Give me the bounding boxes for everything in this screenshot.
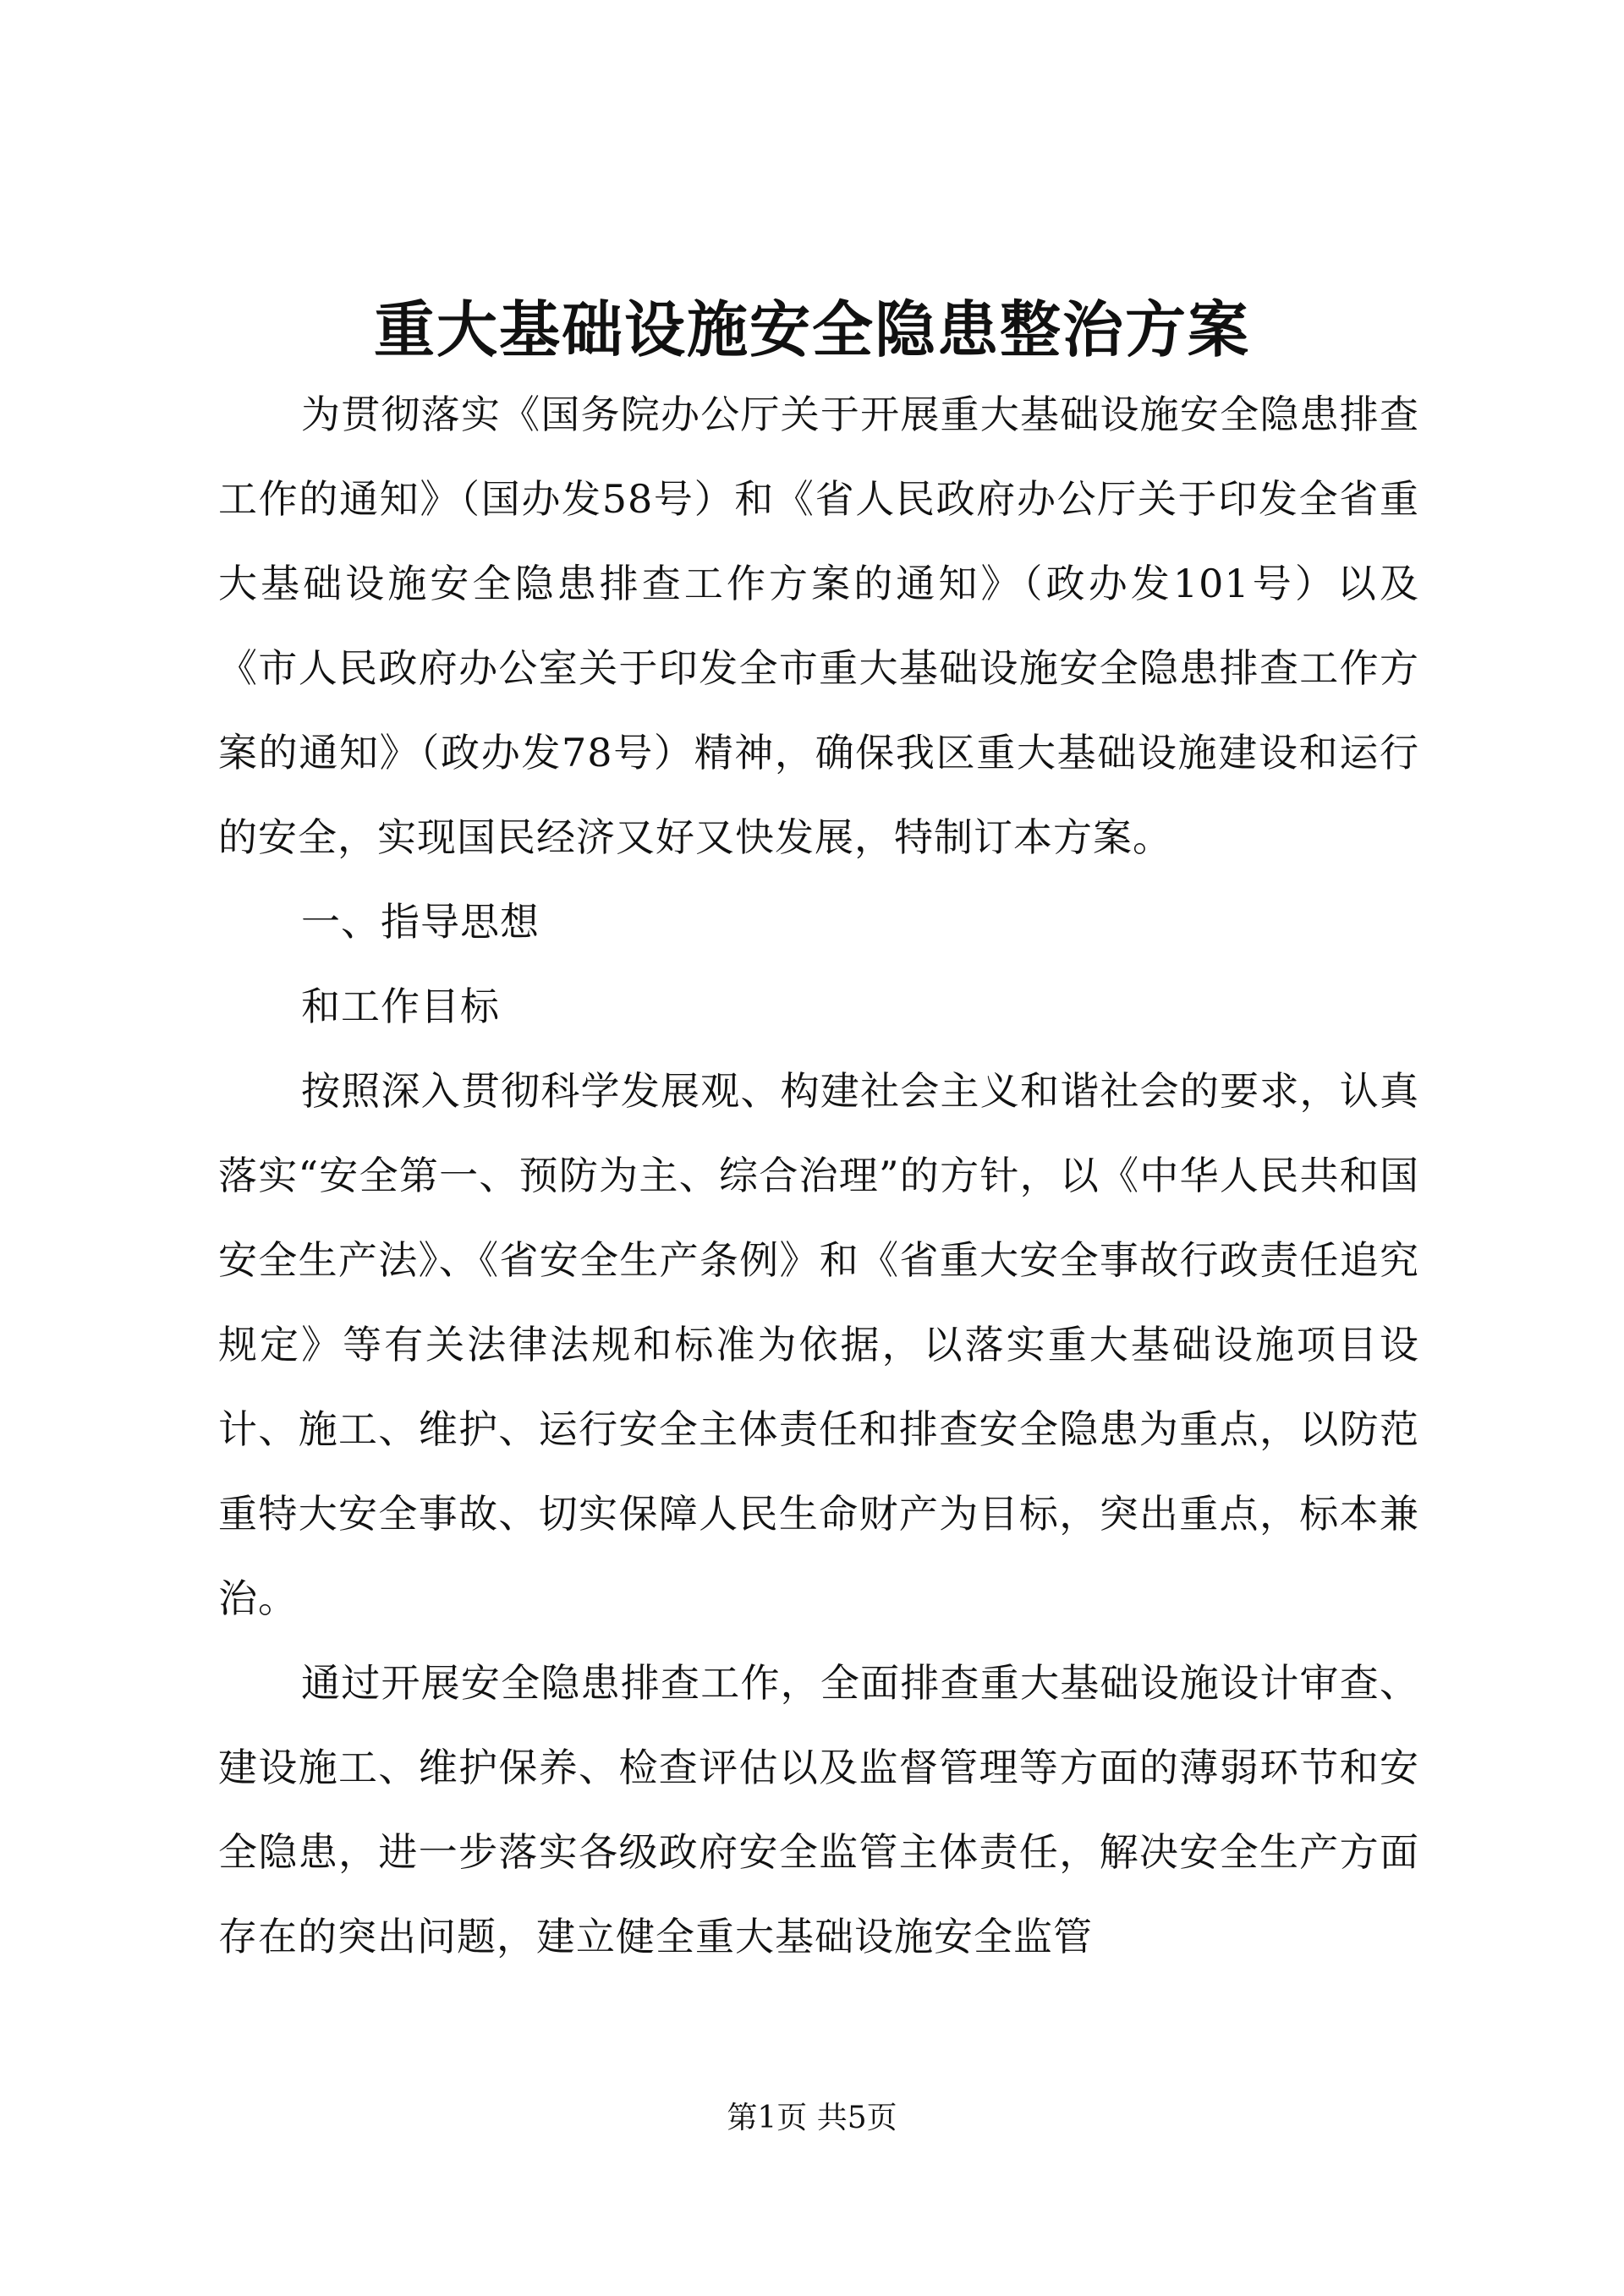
document-body xyxy=(218,372,1419,1979)
page-number-footer: 第1页 共5页 xyxy=(727,2101,897,2135)
section-heading-work-goals: 和工作目标 xyxy=(301,984,500,1029)
paragraph-intro: 为贯彻落实《国务院办公厅关于开展重大基础设施安全隐患排查工作的通知》（国办发58号）和《省人民政府办公厅关于印发全省重大基础设施安全隐患排查工作方案的通知》（政办发101号）以及《市人民政府办公室关于印发全市重大基础设施安全隐患排查工作方案的通知》（政办发78号）精神，确保我区重大基础设施建设和运行的安全，实现国民经济又好又快发展，特制订本方案。 xyxy=(218,392,1419,860)
paragraph-guiding-principles: 按照深入贯彻科学发展观、构建社会主义和谐社会的要求，认真落实“安全第一、预防为主、综合治理”的方针，以《中华人民共和国安全生产法》、《省安全生产条例》和《省重大安全事故行政责任追究规定》等有关法律法规和标准为依据，以落实重大基础设施项目设计、施工、维护、运行安全主体责任和排查安全隐患为重点，以防范重特大安全事故、切实保障人民生命财产为目标，突出重点，标本兼治。 xyxy=(218,1068,1419,1621)
section-heading-guiding-ideology: 一、指导思想 xyxy=(301,899,540,945)
paragraph-work-objectives: 通过开展安全隐患排查工作，全面排查重大基础设施设计审查、建设施工、维护保养、检查评估以及监督管理等方面的薄弱环节和安全隐患，进一步落实各级政府安全监管主体责任，解决安全生产方面存在的突出问题，建立健全重大基础设施安全监管 xyxy=(218,1660,1419,1959)
document-title: 重大基础设施安全隐患整治方案 xyxy=(373,293,1250,365)
